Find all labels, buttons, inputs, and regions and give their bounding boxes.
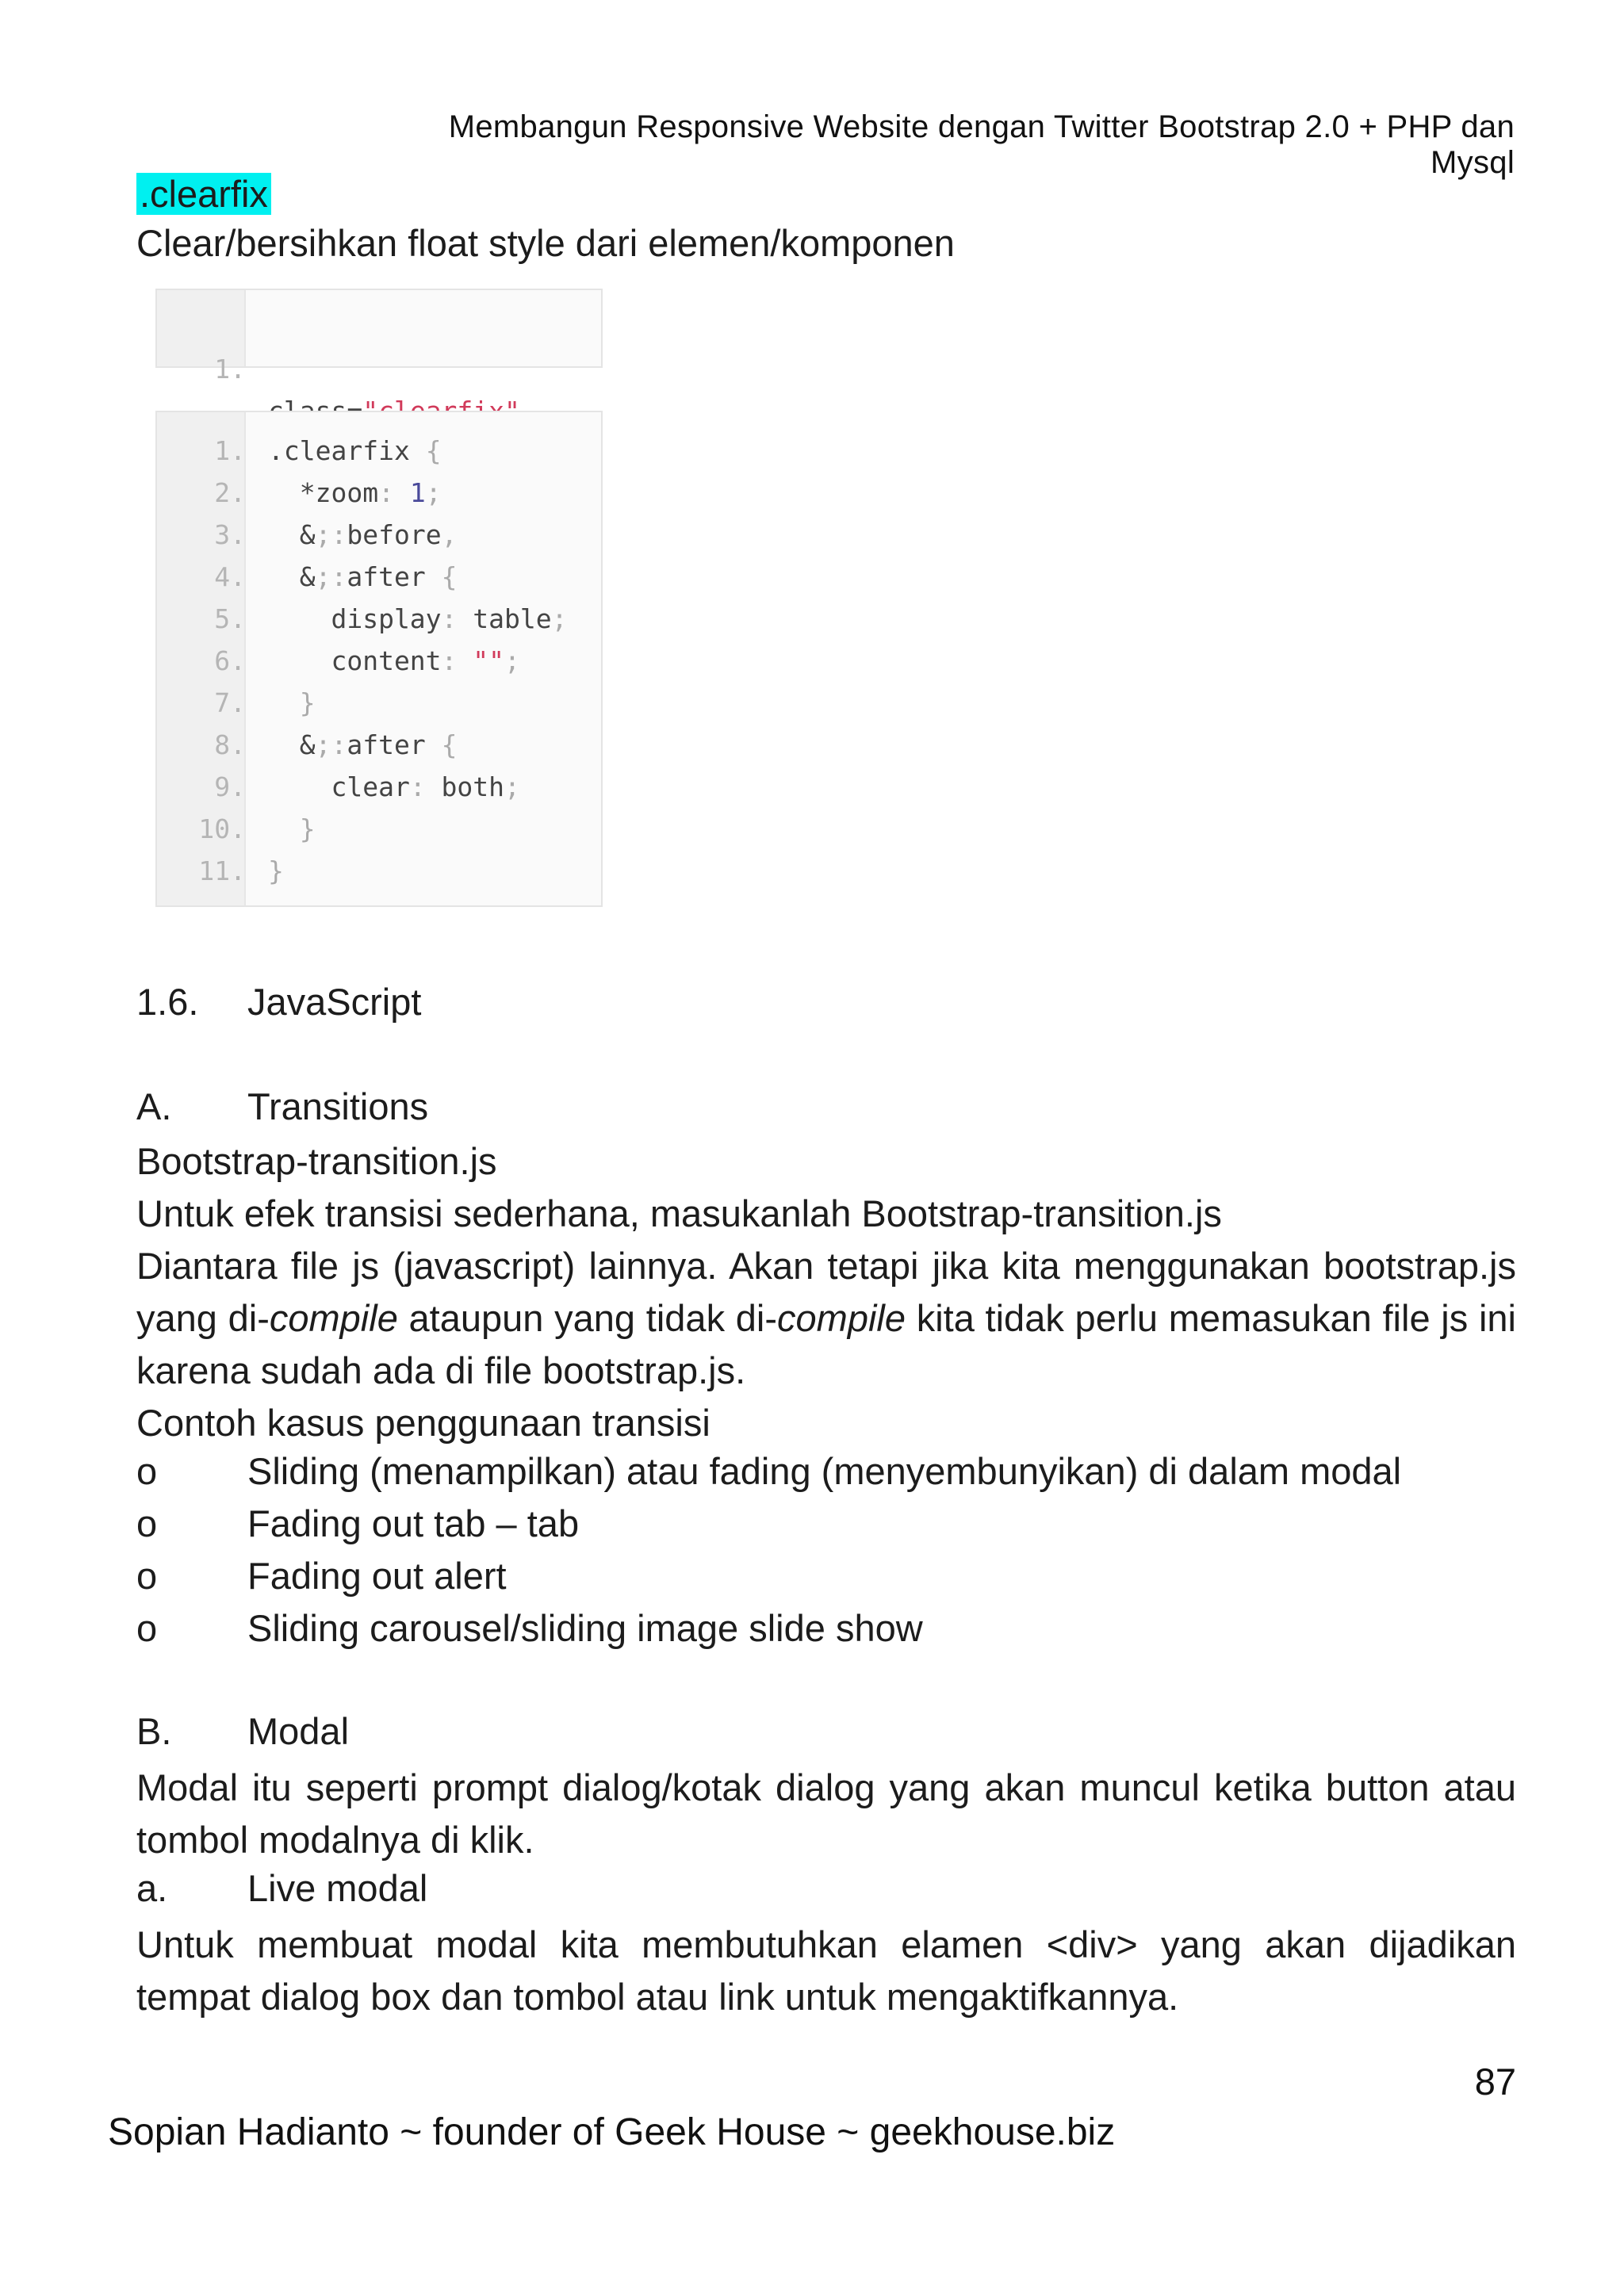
code-line <box>157 766 601 808</box>
code-line <box>157 598 601 640</box>
clearfix-heading <box>136 168 1516 220</box>
list-item: o Sliding carousel/sliding image slide show <box>136 1607 923 1649</box>
code-line <box>157 514 601 556</box>
bullet-mark: o <box>136 1450 158 1492</box>
code-text: clear: both; <box>268 771 520 802</box>
list-item: o Fading out tab – tab <box>136 1502 580 1544</box>
code-line <box>157 808 601 850</box>
section-title: Transitions <box>247 1085 429 1127</box>
modal-paragraph-1: Modal itu seperti prompt dialog/kotak dialog yang akan muncul ketika button atau tombol modalnya di klik. <box>136 1766 1516 1861</box>
code-snippet-clearfix-css <box>155 411 603 907</box>
code-text: &;:before, <box>268 519 458 550</box>
list-item: o Sliding (menampilkan) atau fading (menyembunyikan) di dalam modal <box>136 1450 1402 1492</box>
line-number: 5. <box>214 603 246 634</box>
bullet-mark: o <box>136 1555 158 1597</box>
code-text: &;:after { <box>268 561 458 592</box>
code-line <box>157 682 601 724</box>
line-number: 10. <box>198 813 246 844</box>
section-letter: B. <box>136 1710 172 1752</box>
page-number: 87 <box>1474 2061 1516 2103</box>
line-number: 7. <box>214 687 246 718</box>
code-snippet-class <box>155 289 603 385</box>
code-text: *zoom: 1; <box>268 477 442 508</box>
clearfix-description: Clear/bersihkan float style dari elemen/komponen <box>136 222 955 264</box>
code-line <box>157 430 601 472</box>
code-text: } <box>299 813 316 844</box>
transition-examples-title: Contoh kasus penggunaan transisi <box>136 1402 710 1444</box>
code-line <box>157 556 601 598</box>
page-footer: Sopian Hadianto ~ founder of Geek House ~ geekhouse.biz <box>108 2111 1116 2153</box>
transition-paragraph-2: Diantara file js (javascript) lainnya. Akan tetapi jika kita menggunakan bootstrap.js yang di-compile ataupun yang tidak di-compile kita tidak perlu memasukan file js ini karena sudah ada di file bootstrap.js. <box>136 1245 1516 1391</box>
code-text: } <box>299 687 316 718</box>
section-heading-modal <box>136 1709 349 1753</box>
bullet-mark: o <box>136 1502 158 1544</box>
subsection-letter: a. <box>136 1867 168 1909</box>
clearfix-title: .clearfix <box>136 173 271 215</box>
code-line <box>157 306 601 385</box>
subsection-title: Live modal <box>247 1867 428 1909</box>
bullet-mark: o <box>136 1607 158 1649</box>
section-heading-transitions <box>136 1085 428 1128</box>
section-heading-javascript <box>136 980 421 1024</box>
subsection-heading-live-modal <box>136 1866 427 1910</box>
code-line <box>157 472 601 514</box>
line-number: 3. <box>214 519 246 550</box>
line-number: 6. <box>214 645 246 676</box>
line-number: 1. <box>214 354 246 385</box>
code-line <box>157 850 601 892</box>
code-line <box>157 724 601 766</box>
line-number: 9. <box>214 771 246 802</box>
section-title: Modal <box>247 1710 350 1752</box>
transition-filename: Bootstrap-transition.js <box>136 1140 497 1182</box>
code-text: content: ""; <box>268 645 520 676</box>
code-text: } <box>268 855 284 886</box>
modal-paragraph-2: Untuk membuat modal kita membutuhkan elamen <div> yang akan dijadikan tempat dialog box dan tombol atau link untuk mengaktifkannya. <box>136 1923 1516 2018</box>
line-number: 4. <box>214 561 246 592</box>
code-text: display: table; <box>268 603 568 634</box>
line-number: 1. <box>214 435 246 466</box>
list-item: o Fading out alert <box>136 1555 507 1597</box>
code-line <box>157 640 601 682</box>
line-number: 2. <box>214 477 246 508</box>
section-letter: A. <box>136 1085 172 1127</box>
code-text: .clearfix { <box>268 435 442 466</box>
line-number: 11. <box>198 855 246 886</box>
section-title: JavaScript <box>247 981 422 1023</box>
running-header: Membangun Responsive Website dengan Twitter Bootstrap 2.0 + PHP dan Mysql <box>448 109 1515 180</box>
code-text: &;:after { <box>268 729 458 760</box>
line-number: 8. <box>214 729 246 760</box>
transition-paragraph-1: Untuk efek transisi sederhana, masukanlah Bootstrap-transition.js <box>136 1192 1222 1234</box>
section-number: 1.6. <box>136 981 199 1023</box>
